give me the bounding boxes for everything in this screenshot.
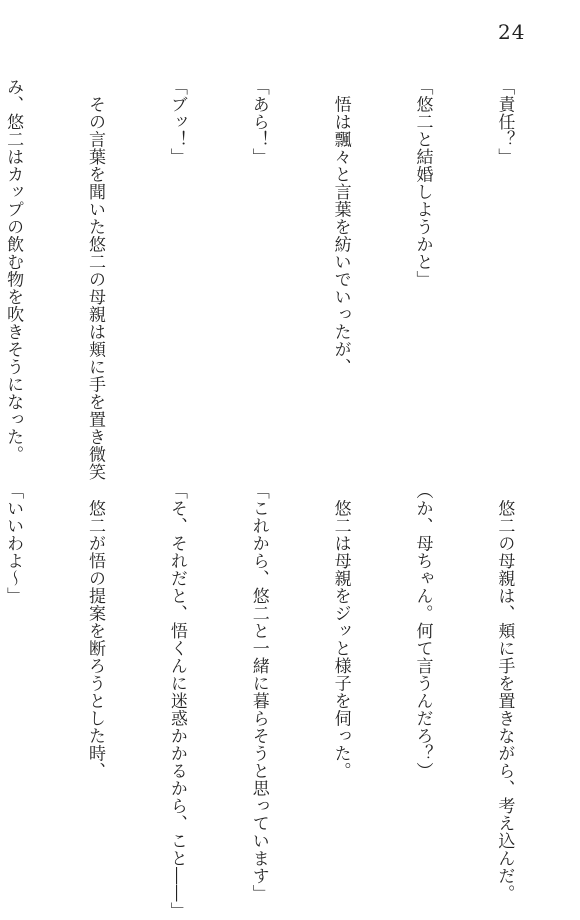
text-line: その言葉を聞いた悠二の母親は頬に手を置き微笑 [84, 78, 105, 481]
text-line: 「責任？」 [494, 78, 515, 166]
text-block-upper [3, 78, 572, 481]
text-line: 「そ、それだと、悟くんに迷惑かかるから、こと――」 [166, 482, 187, 920]
text-line: 悠二は母親をジッと様子を伺った。 [330, 482, 351, 780]
text-line: 「あら！」 [248, 78, 269, 166]
text-line: 悠二が悟の提案を断ろうとした時、 [84, 482, 105, 780]
text-line: 「悠二と結婚しようかと」 [412, 78, 433, 288]
text-line: 「ブッ！」 [166, 78, 187, 166]
text-line: み、悠二はカップの飲む物を吹きそうになった。 [3, 78, 24, 463]
text-line: 悠二の母親は、頬に手を置きながら、考え込んだ。 [494, 482, 515, 902]
text-line: 悟は飄々と言葉を紡いでいったが、 [330, 78, 351, 376]
page-number: 24 [498, 20, 526, 44]
text-line: 「これから、悠二と一緒に暮らそうと思っています」 [248, 482, 269, 902]
text-line: （か、母ちゃん。何て言うんだろ？） [412, 482, 433, 780]
text-line: 「いいわよ～」 [3, 482, 24, 605]
text-block-lower [3, 482, 572, 920]
